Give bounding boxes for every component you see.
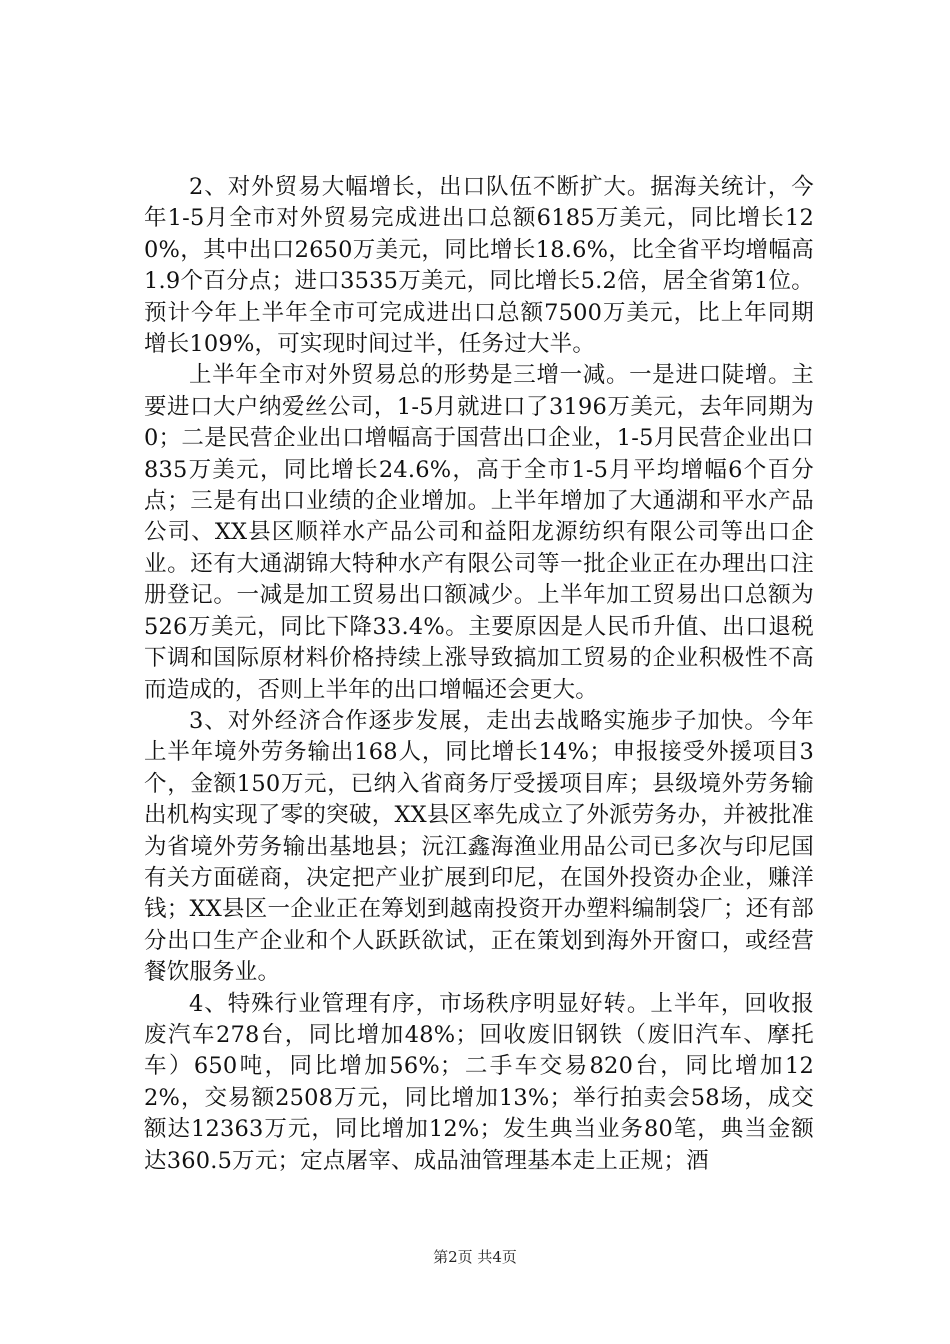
page-number-footer: 第2页 共4页 (433, 1248, 517, 1266)
document-body (144, 172, 814, 1177)
paragraph-economic-cooperation: 3、对外经济合作逐步发展，走出去战略实施步子加快。今年上半年境外劳务输出168人，同比增长14%；申报接受外援项目3个，金额150万元，已纳入省商务厅受援项目库；县级境外劳务输出机构实现了零的突破，XX县区率先成立了外派劳务办，并被批准为省境外劳务输出基地县；沅江鑫海渔业用品公司已多次与印尼国有关方面磋商，决定把产业扩展到印尼，在国外投资办企业，赚洋钱；XX县区一企业正在筹划到越南投资开办塑料编制袋厂；还有部分出口生产企业和个人跃跃欲试，正在策划到海外开窗口，或经营餐饮服务业。 (144, 707, 814, 986)
paragraph-special-industries: 4、特殊行业管理有序，市场秩序明显好转。上半年，回收报废汽车278台，同比增加48%；回收废旧钢铁（废旧汽车、摩托车）650吨，同比增加56%；二手车交易820台，同比增加122%，交易额2508万元，同比增加13%；举行拍卖会58场，成交额达12363万元，同比增加12%；发生典当业务80笔，典当金额达360.5万元；定点屠宰、成品油管理基本走上正规；酒 (144, 990, 814, 1174)
paragraph-trade-situation: 上半年全市对外贸易总的形势是三增一减。一是进口陡增。主要进口大户纳爱丝公司，1-5月就进口了3196万美元，去年同期为0；二是民营企业出口增幅高于国营出口企业，1-5月民营企业出口835万美元，同比增长24.6%，高于全市1-5月平均增幅6个百分点；三是有出口业绩的企业增加。上半年增加了大通湖和平水产品公司、XX县区顺祥水产品公司和益阳龙源纺织有限公司等出口企业。还有大通湖锦大特种水产有限公司等一批企业正在办理出口注册登记。一减是加工贸易出口额减少。上半年加工贸易出口总额为526万美元，同比下降33.4%。主要原因是人民币升值、出口退税下调和国际原材料价格持续上涨导致搞加工贸易的企业积极性不高而造成的，否则上半年的出口增幅还会更大。 (144, 362, 814, 703)
paragraph-foreign-trade: 2、对外贸易大幅增长，出口队伍不断扩大。据海关统计，今年1-5月全市对外贸易完成进出口总额6185万美元，同比增长120%，其中出口2650万美元，同比增长18.6%，比全省平均增幅高1.9个百分点；进口3535万美元，同比增长5.2倍，居全省第1位。预计今年上半年全市可完成进出口总额7500万美元，比上年同期增长109%，可实现时间过半，任务过大半。 (144, 174, 814, 358)
